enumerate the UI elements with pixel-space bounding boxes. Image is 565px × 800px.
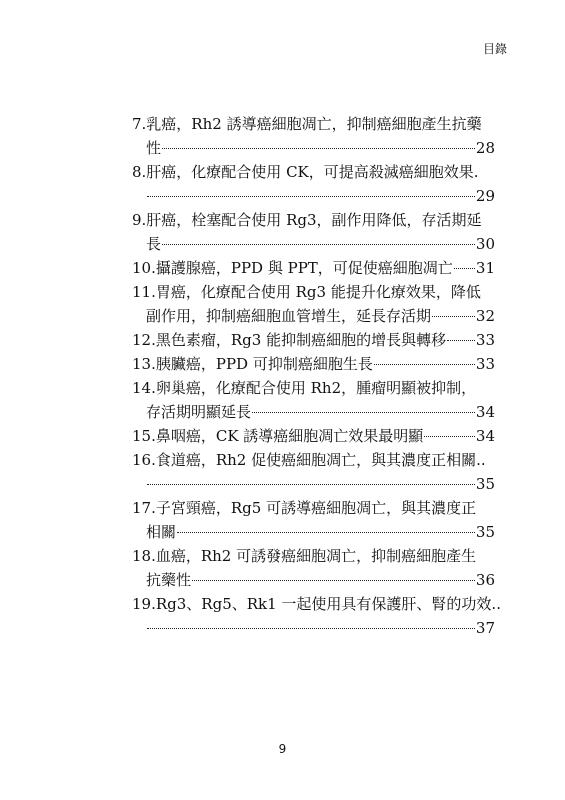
- toc-entry-text: 性: [146, 139, 162, 157]
- dot-leader: [252, 412, 475, 413]
- toc-entry-text: 7.乳癌，Rh2 誘導癌細胞凋亡，抑制癌細胞產生抗藥: [132, 115, 482, 133]
- toc-entry-title-line: [132, 352, 495, 376]
- toc-entry-continuation-line: [132, 520, 495, 544]
- page-number: 9: [278, 742, 287, 756]
- toc-entry-text: 抗藥性: [146, 571, 192, 589]
- toc-entry-continuation-line: [132, 304, 495, 328]
- toc-page-number: 28: [475, 139, 495, 157]
- toc-entry-title-line: [132, 592, 501, 616]
- toc-entry-text: 10.攝護腺癌，PPD 與 PPT，可促使癌細胞凋亡: [132, 259, 453, 277]
- toc-page-number: 32: [475, 307, 495, 325]
- toc-entry-text: 副作用，抑制癌細胞血管增生，延長存活期: [146, 307, 432, 325]
- toc-entry-title-line: [132, 496, 495, 520]
- dot-leader: [177, 532, 475, 533]
- toc-entry-text: 15.鼻咽癌，CK 誘導癌細胞凋亡效果最明顯: [132, 427, 424, 445]
- toc-entry-text: 長: [146, 235, 162, 253]
- toc-page-number: 33: [475, 331, 495, 349]
- table-of-contents: [132, 112, 501, 640]
- toc-page-number: 30: [475, 235, 495, 253]
- toc-entry[interactable]: [132, 112, 495, 160]
- toc-entry-text: 相關: [146, 523, 177, 541]
- dot-leader: [147, 196, 475, 197]
- toc-entry-title-line: [132, 112, 495, 136]
- toc-page-number: 37: [475, 619, 495, 637]
- toc-entry-continuation-line: [132, 136, 495, 160]
- toc-entry[interactable]: [132, 376, 495, 424]
- toc-entry-title-line: [132, 376, 495, 400]
- dot-leader: [192, 580, 475, 581]
- toc-entry-continuation-line: [132, 568, 495, 592]
- toc-entry[interactable]: [132, 592, 501, 640]
- toc-page-number: 36: [475, 571, 495, 589]
- toc-page-number: 34: [475, 403, 495, 421]
- toc-entry[interactable]: [132, 160, 495, 208]
- dot-leader: [454, 268, 475, 269]
- toc-entry[interactable]: [132, 328, 495, 352]
- toc-entry-continuation-line: [132, 400, 495, 424]
- toc-entry-title-line: [132, 256, 495, 280]
- toc-page-number: 34: [475, 427, 495, 445]
- toc-entry-title-line: [132, 544, 495, 568]
- toc-entry-text: 18.血癌，Rh2 可誘發癌細胞凋亡，抑制癌細胞產生: [132, 547, 477, 565]
- toc-entry-text: 8.肝癌，化療配合使用 CK，可提高殺滅癌細胞效果.: [132, 163, 479, 181]
- toc-entry[interactable]: [132, 208, 495, 256]
- toc-entry-text: 17.子宮頸癌，Rg5 可誘導癌細胞凋亡，與其濃度正: [132, 499, 477, 517]
- toc-page-number: 31: [475, 259, 495, 277]
- toc-entry-text: 13.胰臟癌，PPD 可抑制癌細胞生長: [132, 355, 373, 373]
- toc-entry[interactable]: [132, 496, 495, 544]
- toc-entry[interactable]: [132, 424, 495, 448]
- toc-entry-continuation-line: [132, 472, 495, 496]
- toc-entry-title-line: [132, 328, 495, 352]
- toc-entry-text: 12.黑色素瘤，Rg3 能抑制癌細胞的增長與轉移: [132, 331, 447, 349]
- toc-entry-title-line: [132, 448, 495, 472]
- toc-entry-title-line: [132, 208, 495, 232]
- dot-leader: [147, 484, 475, 485]
- toc-entry[interactable]: [132, 352, 495, 376]
- toc-entry-text: 存活期明顯延長: [146, 403, 252, 421]
- dot-leader: [447, 340, 475, 341]
- toc-entry-title-line: [132, 280, 495, 304]
- toc-page-number: 29: [475, 187, 495, 205]
- dot-leader: [162, 148, 475, 149]
- toc-entry[interactable]: [132, 448, 495, 496]
- toc-entry[interactable]: [132, 256, 495, 280]
- toc-entry-continuation-line: [132, 616, 495, 640]
- toc-entry-text: 16.食道癌，Rh2 促使癌細胞凋亡，與其濃度正相關..: [132, 451, 486, 469]
- toc-page-number: 35: [475, 475, 495, 493]
- dot-leader: [374, 364, 475, 365]
- toc-entry-text: 9.肝癌，栓塞配合使用 Rg3，副作用降低，存活期延: [132, 211, 482, 229]
- dot-leader: [162, 244, 475, 245]
- toc-entry[interactable]: [132, 280, 495, 328]
- toc-entry-text: 19.Rg3、Rg5、Rk1 一起使用具有保護肝、腎的功效..: [132, 595, 501, 613]
- toc-entry-title-line: [132, 424, 495, 448]
- toc-page-number: 35: [475, 523, 495, 541]
- dot-leader: [147, 628, 475, 629]
- dot-leader: [432, 316, 475, 317]
- dot-leader: [424, 436, 475, 437]
- toc-page-number: 33: [475, 355, 495, 373]
- toc-entry-continuation-line: [132, 232, 495, 256]
- toc-entry-title-line: [132, 160, 495, 184]
- toc-entry-text: 11.胃癌，化療配合使用 Rg3 能提升化療效果，降低: [132, 283, 481, 301]
- running-header: 目錄: [482, 42, 507, 56]
- toc-entry[interactable]: [132, 544, 495, 592]
- toc-entry-text: 14.卵巢癌，化療配合使用 Rh2，腫瘤明顯被抑制，: [132, 379, 477, 397]
- toc-entry-continuation-line: [132, 184, 495, 208]
